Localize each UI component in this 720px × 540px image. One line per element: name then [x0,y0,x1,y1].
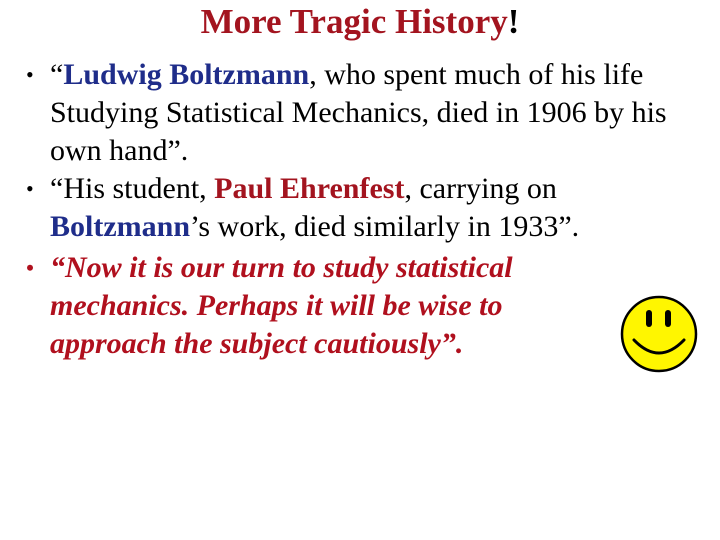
open-quote: “ [50,58,64,91]
bullet-text: “Now it is our turn to study statistical mechanics. Perhaps it will be wise to approach the subject cautiously”. [50,251,513,360]
bullet-item-our-turn [26,249,716,363]
bullet-rest: ’s work, died similarly in 1933”. [190,210,580,243]
smiley-left-eye [646,310,652,327]
bullet-dot: • [26,62,34,87]
title-text: More Tragic History [200,2,508,41]
bullet-text [50,170,716,246]
bullet-item-boltzmann [26,56,716,170]
bullet-item-ehrenfest [26,170,716,246]
bullet-text [50,56,716,170]
bullet-rest: , who spent much of his life Studying Statistical Mechanics, died in 1906 by his own hand”. [50,58,667,167]
smiley-right-eye [665,310,671,327]
name-boltzmann-2: Boltzmann [50,210,191,243]
title-exclamation: ! [507,2,520,41]
bullet-mid: , carrying on [404,172,557,205]
bullet-dot: • [26,255,34,280]
name-boltzmann: Ludwig Boltzmann [63,58,310,91]
bullet-lead: “His student, [50,172,215,205]
name-ehrenfest: Paul Ehrenfest [214,172,405,205]
smiley-face-icon [619,294,699,374]
slide-title [0,2,720,42]
bullet-dot: • [26,176,34,201]
smiley-face [622,297,696,371]
bullet-list [26,56,716,363]
